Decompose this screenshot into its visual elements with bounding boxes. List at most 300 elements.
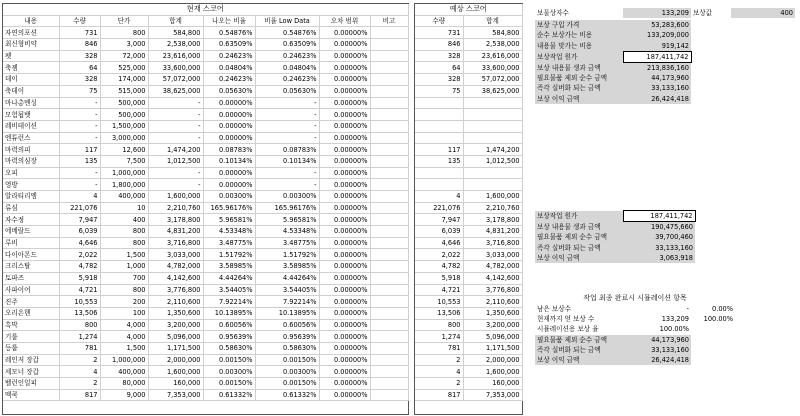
table-cell[interactable]: [370, 39, 408, 51]
table-cell[interactable]: 0.00300%: [203, 366, 255, 378]
table-cell[interactable]: [463, 109, 522, 121]
table-cell[interactable]: 진주: [3, 296, 59, 308]
table-cell[interactable]: 0.00000%: [203, 97, 255, 109]
table-cell[interactable]: 781: [415, 342, 463, 354]
table-cell[interactable]: 12,600: [100, 144, 148, 156]
summary-value[interactable]: 44,173,960: [623, 73, 691, 83]
table-cell[interactable]: 3.54405%: [255, 284, 319, 296]
table-cell[interactable]: -: [59, 109, 100, 121]
table-cell[interactable]: 3,200,000: [463, 319, 522, 331]
table-cell[interactable]: [370, 389, 408, 401]
table-cell[interactable]: 1,274: [415, 331, 463, 343]
table-cell[interactable]: -: [59, 132, 100, 144]
table-cell[interactable]: [370, 27, 408, 39]
table-cell[interactable]: [463, 97, 522, 109]
table-cell[interactable]: 200: [100, 296, 148, 308]
table-cell[interactable]: 최신형비약: [3, 39, 59, 51]
table-cell[interactable]: [370, 74, 408, 86]
table-cell[interactable]: 1,500,000: [100, 120, 148, 132]
table-cell[interactable]: 160,000: [148, 378, 203, 390]
table-cell[interactable]: -: [255, 179, 319, 191]
simulation-value[interactable]: 100.00%: [623, 324, 691, 334]
table-cell[interactable]: 0.00000%: [319, 261, 370, 273]
summary-value[interactable]: 39,700,460: [623, 232, 695, 242]
table-cell[interactable]: 0.00150%: [255, 354, 319, 366]
table-cell[interactable]: [370, 366, 408, 378]
table-cell[interactable]: 0.10134%: [203, 155, 255, 167]
table-cell[interactable]: [415, 132, 463, 144]
table-cell[interactable]: 0.00000%: [319, 272, 370, 284]
table-cell[interactable]: 3,776,800: [148, 284, 203, 296]
table-cell[interactable]: [415, 109, 463, 121]
table-cell[interactable]: 0.00000%: [203, 167, 255, 179]
table-cell[interactable]: [370, 319, 408, 331]
table-cell[interactable]: 기룹: [3, 331, 59, 343]
table-cell[interactable]: [370, 249, 408, 261]
summary-value[interactable]: 213,836,160: [623, 62, 691, 73]
table-cell[interactable]: 1,171,500: [463, 342, 522, 354]
table-cell[interactable]: 0.00150%: [255, 378, 319, 390]
table-cell[interactable]: 80,000: [100, 378, 148, 390]
table-cell[interactable]: 3.48775%: [203, 237, 255, 249]
table-cell[interactable]: 2,538,000: [148, 39, 203, 51]
table-cell[interactable]: 흑막: [3, 319, 59, 331]
table-cell[interactable]: 2,000,000: [148, 354, 203, 366]
table-cell[interactable]: 0.61332%: [203, 389, 255, 401]
table-cell[interactable]: -: [255, 132, 319, 144]
table-cell[interactable]: 160,000: [463, 378, 522, 390]
table-cell[interactable]: 2,022: [59, 249, 100, 261]
table-cell[interactable]: 3,000: [100, 39, 148, 51]
table-cell[interactable]: [370, 237, 408, 249]
table-cell[interactable]: -: [59, 167, 100, 179]
table-cell[interactable]: -: [59, 97, 100, 109]
table-cell[interactable]: 1.51792%: [255, 249, 319, 261]
summary-value[interactable]: 3,063,918: [623, 253, 695, 263]
table-cell[interactable]: [370, 272, 408, 284]
table-cell[interactable]: 0.00000%: [319, 202, 370, 214]
table-cell[interactable]: 4,721: [415, 284, 463, 296]
table-cell[interactable]: 등룹: [3, 342, 59, 354]
table-cell[interactable]: 0.00000%: [319, 97, 370, 109]
table-cell[interactable]: 4.44264%: [255, 272, 319, 284]
table-cell[interactable]: 38,625,000: [463, 85, 522, 97]
table-cell[interactable]: 0.00000%: [319, 284, 370, 296]
table-cell[interactable]: 3,716,800: [463, 237, 522, 249]
table-cell[interactable]: 6,039: [59, 226, 100, 238]
table-cell[interactable]: 57,072,000: [148, 74, 203, 86]
table-cell[interactable]: 데이: [3, 74, 59, 86]
table-cell[interactable]: 0.60056%: [255, 319, 319, 331]
table-cell[interactable]: 72,000: [100, 50, 148, 62]
table-cell[interactable]: 0.00000%: [319, 342, 370, 354]
table-cell[interactable]: 4,000: [100, 319, 148, 331]
table-cell[interactable]: 0.08783%: [255, 144, 319, 156]
table-cell[interactable]: 모험됩뱃: [3, 109, 59, 121]
table-cell[interactable]: 토파즈: [3, 272, 59, 284]
table-cell[interactable]: [370, 97, 408, 109]
summary-value[interactable]: 33,133,160: [623, 243, 695, 253]
table-cell[interactable]: 마나총멘싱: [3, 97, 59, 109]
table-cell[interactable]: [370, 179, 408, 191]
simulation-value[interactable]: 26,424,418: [623, 355, 691, 365]
table-cell[interactable]: 5.96581%: [203, 214, 255, 226]
table-cell[interactable]: 자수정: [3, 214, 59, 226]
table-cell[interactable]: 75: [59, 85, 100, 97]
table-cell[interactable]: 500,000: [100, 97, 148, 109]
table-cell[interactable]: 7,353,000: [148, 389, 203, 401]
table-cell[interactable]: 5,918: [415, 272, 463, 284]
table-cell[interactable]: -: [255, 97, 319, 109]
table-cell[interactable]: 817: [59, 389, 100, 401]
table-cell[interactable]: 3.54405%: [203, 284, 255, 296]
summary-value[interactable]: 53,283,600: [623, 20, 691, 30]
table-cell[interactable]: [370, 296, 408, 308]
table-cell[interactable]: 4.53348%: [255, 226, 319, 238]
table-cell[interactable]: 1,274: [59, 331, 100, 343]
table-cell[interactable]: 0.00000%: [319, 237, 370, 249]
summary-value[interactable]: 133,209,000: [623, 30, 691, 40]
table-cell[interactable]: 135: [415, 155, 463, 167]
table-cell[interactable]: 0.60056%: [203, 319, 255, 331]
table-cell[interactable]: 0.04804%: [203, 62, 255, 74]
table-cell[interactable]: -: [255, 120, 319, 132]
table-cell[interactable]: 1,600,000: [463, 366, 522, 378]
table-cell[interactable]: [370, 62, 408, 74]
table-cell[interactable]: 817: [415, 389, 463, 401]
table-cell[interactable]: 0.00000%: [203, 179, 255, 191]
table-cell[interactable]: 2: [59, 354, 100, 366]
table-cell[interactable]: 328: [415, 50, 463, 62]
table-cell[interactable]: 3,033,000: [148, 249, 203, 261]
table-cell[interactable]: 846: [415, 39, 463, 51]
table-cell[interactable]: 축젬: [3, 62, 59, 74]
table-cell[interactable]: 4,646: [415, 237, 463, 249]
table-cell[interactable]: [370, 50, 408, 62]
table-cell[interactable]: [415, 179, 463, 191]
table-cell[interactable]: 0.00000%: [319, 39, 370, 51]
table-cell[interactable]: 0.04804%: [255, 62, 319, 74]
table-cell[interactable]: 0.00000%: [319, 319, 370, 331]
table-cell[interactable]: 10,553: [415, 296, 463, 308]
table-cell[interactable]: 9,000: [100, 389, 148, 401]
table-cell[interactable]: 0.00000%: [319, 74, 370, 86]
table-cell[interactable]: 0.54876%: [255, 27, 319, 39]
table-cell[interactable]: 10.13895%: [203, 307, 255, 319]
table-cell[interactable]: 0.58630%: [255, 342, 319, 354]
table-cell[interactable]: 0.10134%: [255, 155, 319, 167]
table-cell[interactable]: 사파이어: [3, 284, 59, 296]
table-cell[interactable]: 0.05630%: [203, 85, 255, 97]
table-cell[interactable]: 4,831,200: [463, 226, 522, 238]
table-cell[interactable]: [370, 120, 408, 132]
table-cell[interactable]: [463, 120, 522, 132]
table-cell[interactable]: 펫: [3, 50, 59, 62]
table-cell[interactable]: 1,474,200: [463, 144, 522, 156]
table-cell[interactable]: 0.00000%: [319, 155, 370, 167]
table-cell[interactable]: 400: [100, 214, 148, 226]
table-cell[interactable]: [370, 226, 408, 238]
table-cell[interactable]: 3,716,800: [148, 237, 203, 249]
table-cell[interactable]: 38,625,000: [148, 85, 203, 97]
table-cell[interactable]: 6,039: [415, 226, 463, 238]
table-cell[interactable]: 1,000,000: [100, 167, 148, 179]
table-cell[interactable]: 0.00000%: [319, 331, 370, 343]
table-cell[interactable]: 3,776,800: [463, 284, 522, 296]
table-cell[interactable]: 800: [59, 319, 100, 331]
table-cell[interactable]: [463, 179, 522, 191]
table-cell[interactable]: 1.51792%: [203, 249, 255, 261]
table-cell[interactable]: -: [148, 97, 203, 109]
table-cell[interactable]: 마력의피: [3, 144, 59, 156]
table-cell[interactable]: 800: [100, 27, 148, 39]
table-cell[interactable]: 1,800,000: [100, 179, 148, 191]
table-cell[interactable]: 0.00000%: [319, 354, 370, 366]
table-cell[interactable]: 맥쿡: [3, 389, 59, 401]
table-cell[interactable]: [415, 167, 463, 179]
table-cell[interactable]: 2,110,600: [148, 296, 203, 308]
table-cell[interactable]: 800: [100, 284, 148, 296]
table-cell[interactable]: [370, 132, 408, 144]
table-cell[interactable]: 2,538,000: [463, 39, 522, 51]
table-cell[interactable]: 0.63509%: [255, 39, 319, 51]
table-cell[interactable]: 0.24623%: [203, 74, 255, 86]
summary-value[interactable]: 187,411,742: [623, 51, 691, 62]
table-cell[interactable]: 2,210,760: [463, 202, 522, 214]
table-cell[interactable]: 오피: [3, 167, 59, 179]
table-cell[interactable]: [370, 378, 408, 390]
table-cell[interactable]: 자연의포션: [3, 27, 59, 39]
table-cell[interactable]: 레비테이션: [3, 120, 59, 132]
table-cell[interactable]: 328: [415, 74, 463, 86]
table-cell[interactable]: 7,947: [59, 214, 100, 226]
table-cell[interactable]: 117: [415, 144, 463, 156]
table-cell[interactable]: 64: [59, 62, 100, 74]
table-cell[interactable]: 515,000: [100, 85, 148, 97]
table-cell[interactable]: 800: [415, 319, 463, 331]
table-cell[interactable]: 0.00000%: [319, 179, 370, 191]
table-cell[interactable]: 100: [100, 307, 148, 319]
table-cell[interactable]: 5.96581%: [255, 214, 319, 226]
table-cell[interactable]: 174,000: [100, 74, 148, 86]
table-cell[interactable]: 400,000: [100, 191, 148, 203]
reward-value-value[interactable]: 400: [731, 8, 795, 18]
table-cell[interactable]: 0.61332%: [255, 389, 319, 401]
table-cell[interactable]: [370, 144, 408, 156]
table-cell[interactable]: 영방: [3, 179, 59, 191]
table-cell[interactable]: [370, 261, 408, 273]
table-cell[interactable]: 0.95639%: [255, 331, 319, 343]
table-cell[interactable]: 5,096,000: [148, 331, 203, 343]
table-cell[interactable]: 1,000: [100, 261, 148, 273]
table-cell[interactable]: [463, 167, 522, 179]
table-cell[interactable]: 7,947: [415, 214, 463, 226]
table-cell[interactable]: 벨런인일피: [3, 378, 59, 390]
table-cell[interactable]: 3,000,000: [100, 132, 148, 144]
table-cell[interactable]: 4.44264%: [203, 272, 255, 284]
table-cell[interactable]: 7.92214%: [203, 296, 255, 308]
table-cell[interactable]: 3,200,000: [148, 319, 203, 331]
table-cell[interactable]: -: [59, 179, 100, 191]
table-cell[interactable]: 3.58985%: [203, 261, 255, 273]
table-cell[interactable]: 13,506: [415, 307, 463, 319]
simulation-value[interactable]: 133,209: [623, 314, 691, 324]
table-cell[interactable]: 0.95639%: [203, 331, 255, 343]
table-cell[interactable]: 3,033,000: [463, 249, 522, 261]
table-cell[interactable]: 0.58630%: [203, 342, 255, 354]
table-cell[interactable]: 1,012,500: [148, 155, 203, 167]
table-cell[interactable]: 0.00000%: [319, 191, 370, 203]
table-cell[interactable]: 오리온헨: [3, 307, 59, 319]
table-cell[interactable]: [370, 342, 408, 354]
table-cell[interactable]: 에메랄드: [3, 226, 59, 238]
table-cell[interactable]: 57,072,000: [463, 74, 522, 86]
table-cell[interactable]: 10,553: [59, 296, 100, 308]
table-cell[interactable]: 2: [415, 378, 463, 390]
table-cell[interactable]: [370, 354, 408, 366]
table-cell[interactable]: [370, 284, 408, 296]
table-cell[interactable]: 4,721: [59, 284, 100, 296]
table-cell[interactable]: -: [59, 120, 100, 132]
simulation-value[interactable]: 33,133,160: [623, 345, 691, 355]
table-cell[interactable]: 4,782: [415, 261, 463, 273]
table-cell[interactable]: -: [255, 109, 319, 121]
table-cell[interactable]: 5,918: [59, 272, 100, 284]
table-cell[interactable]: 0.00000%: [319, 167, 370, 179]
table-cell[interactable]: -: [148, 109, 203, 121]
table-cell[interactable]: 1,600,000: [148, 191, 203, 203]
table-cell[interactable]: 크리스탈: [3, 261, 59, 273]
table-cell[interactable]: 500,000: [100, 109, 148, 121]
table-cell[interactable]: 4: [59, 366, 100, 378]
table-cell[interactable]: 4: [415, 191, 463, 203]
table-cell[interactable]: 10: [100, 202, 148, 214]
table-cell[interactable]: 64: [415, 62, 463, 74]
table-cell[interactable]: 165.96176%: [203, 202, 255, 214]
table-cell[interactable]: 0.00000%: [319, 307, 370, 319]
table-cell[interactable]: 584,800: [148, 27, 203, 39]
table-cell[interactable]: 7.92214%: [255, 296, 319, 308]
table-cell[interactable]: 1,500: [100, 249, 148, 261]
table-cell[interactable]: 1,500: [100, 342, 148, 354]
table-cell[interactable]: 1,350,600: [463, 307, 522, 319]
summary-value[interactable]: 190,475,660: [623, 222, 695, 233]
table-cell[interactable]: 0.00000%: [319, 249, 370, 261]
table-cell[interactable]: 1,012,500: [463, 155, 522, 167]
table-cell[interactable]: 0.00300%: [255, 366, 319, 378]
table-cell[interactable]: 다이아몬드: [3, 249, 59, 261]
table-cell[interactable]: 0.00000%: [319, 144, 370, 156]
table-cell[interactable]: 0.00000%: [319, 214, 370, 226]
table-cell[interactable]: 0.05630%: [255, 85, 319, 97]
table-cell[interactable]: 5,096,000: [463, 331, 522, 343]
table-cell[interactable]: [370, 331, 408, 343]
table-cell[interactable]: 0.00000%: [319, 132, 370, 144]
table-cell[interactable]: 0.00150%: [203, 354, 255, 366]
table-cell[interactable]: 엔튜런스: [3, 132, 59, 144]
table-cell[interactable]: 0.00150%: [203, 378, 255, 390]
table-cell[interactable]: 1,000,000: [100, 354, 148, 366]
table-cell[interactable]: 4,142,600: [463, 272, 522, 284]
table-cell[interactable]: 세모너 장갑: [3, 366, 59, 378]
table-cell[interactable]: [370, 85, 408, 97]
table-cell[interactable]: 0.54876%: [203, 27, 255, 39]
table-cell[interactable]: [370, 191, 408, 203]
summary-value[interactable]: 919,142: [623, 41, 691, 52]
table-cell[interactable]: 4,831,200: [148, 226, 203, 238]
table-cell[interactable]: 1,474,200: [148, 144, 203, 156]
table-cell[interactable]: 731: [59, 27, 100, 39]
table-cell[interactable]: [415, 97, 463, 109]
table-cell[interactable]: 0.00300%: [203, 191, 255, 203]
table-cell[interactable]: 축데이: [3, 85, 59, 97]
table-cell[interactable]: 23,616,000: [463, 50, 522, 62]
treasure-box-count-value[interactable]: 133,209: [623, 8, 691, 18]
table-cell[interactable]: 2,000,000: [463, 354, 522, 366]
table-cell[interactable]: [463, 132, 522, 144]
table-cell[interactable]: 1,600,000: [148, 366, 203, 378]
summary-value[interactable]: 26,424,418: [623, 94, 691, 104]
simulation-value[interactable]: -: [623, 304, 691, 314]
table-cell[interactable]: 165.96176%: [255, 202, 319, 214]
table-cell[interactable]: 700: [100, 272, 148, 284]
table-cell[interactable]: [370, 155, 408, 167]
table-cell[interactable]: 1,600,000: [463, 191, 522, 203]
table-cell[interactable]: 0.00000%: [203, 109, 255, 121]
table-cell[interactable]: 2,210,760: [148, 202, 203, 214]
table-cell[interactable]: 0.00000%: [319, 109, 370, 121]
table-cell[interactable]: 3.58985%: [255, 261, 319, 273]
table-cell[interactable]: 0.08783%: [203, 144, 255, 156]
table-cell[interactable]: 0.24623%: [203, 50, 255, 62]
table-cell[interactable]: 221,076: [59, 202, 100, 214]
table-cell[interactable]: 0.00000%: [319, 27, 370, 39]
table-cell[interactable]: 800: [100, 226, 148, 238]
simulation-value[interactable]: 44,173,960: [623, 335, 691, 345]
table-cell[interactable]: 13,506: [59, 307, 100, 319]
table-cell[interactable]: 525,000: [100, 62, 148, 74]
table-cell[interactable]: 4,000: [100, 331, 148, 343]
table-cell[interactable]: 135: [59, 155, 100, 167]
table-cell[interactable]: -: [148, 167, 203, 179]
summary-value[interactable]: 33,133,160: [623, 83, 691, 93]
table-cell[interactable]: 4,646: [59, 237, 100, 249]
table-cell[interactable]: 23,616,000: [148, 50, 203, 62]
table-cell[interactable]: -: [148, 179, 203, 191]
table-cell[interactable]: 328: [59, 50, 100, 62]
table-cell[interactable]: 584,800: [463, 27, 522, 39]
table-cell[interactable]: 731: [415, 27, 463, 39]
table-cell[interactable]: 0.00300%: [255, 191, 319, 203]
table-cell[interactable]: 마력의심장: [3, 155, 59, 167]
table-cell[interactable]: 0.00000%: [319, 378, 370, 390]
table-cell[interactable]: [415, 120, 463, 132]
table-cell[interactable]: 0.00000%: [319, 366, 370, 378]
table-cell[interactable]: 알라티리엠: [3, 191, 59, 203]
table-cell[interactable]: 33,600,000: [463, 62, 522, 74]
table-cell[interactable]: 0.24623%: [255, 74, 319, 86]
table-cell[interactable]: 3.48775%: [255, 237, 319, 249]
table-cell[interactable]: 221,076: [415, 202, 463, 214]
table-cell[interactable]: [370, 109, 408, 121]
table-cell[interactable]: 4: [59, 191, 100, 203]
table-cell[interactable]: 0.24623%: [255, 50, 319, 62]
table-cell[interactable]: 4,782: [59, 261, 100, 273]
table-cell[interactable]: 루비: [3, 237, 59, 249]
table-cell[interactable]: [370, 214, 408, 226]
table-cell[interactable]: 1,350,600: [148, 307, 203, 319]
table-cell[interactable]: 4,782,000: [463, 261, 522, 273]
